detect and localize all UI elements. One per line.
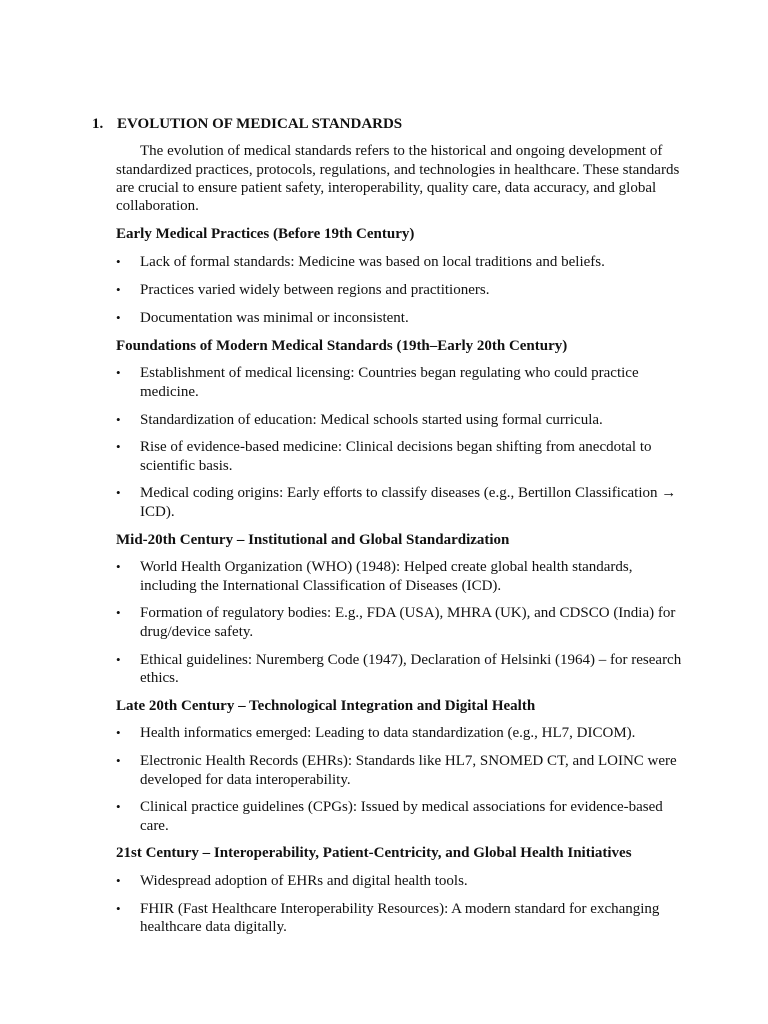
bullet-icon: •	[116, 485, 121, 501]
bullet-icon: •	[116, 559, 121, 575]
list-item	[92, 364, 682, 401]
section-early-practices	[92, 225, 682, 327]
list-item-text: Widespread adoption of EHRs and digital health tools.	[140, 873, 468, 890]
list-item-text: Standardization of education: Medical schools started using formal curricula.	[140, 411, 603, 428]
section-late-20th-century	[92, 697, 682, 835]
bullet-list	[92, 364, 682, 521]
list-item	[92, 438, 682, 475]
list-item-text: Rise of evidence-based medicine: Clinical decisions began shifting from anecdotal to scientific basis.	[140, 439, 652, 474]
bullet-icon: •	[116, 411, 121, 427]
list-item-text: Establishment of medical licensing: Countries began regulating who could practice medicine.	[140, 365, 639, 400]
heading-number: 1.	[92, 116, 104, 132]
bullet-icon: •	[116, 282, 121, 298]
bullet-icon: •	[116, 901, 121, 916]
list-item	[92, 798, 682, 835]
bullet-list	[92, 558, 682, 687]
section-foundations	[92, 337, 682, 521]
bullet-icon: •	[116, 309, 121, 325]
section-mid-20th-century	[92, 531, 682, 688]
list-item-text: World Health Organization (WHO) (1948): Helped create global health standards, including the International Classification of Diseases (ICD).	[140, 559, 633, 594]
heading-title: EVOLUTION OF MEDICAL STANDARDS	[117, 116, 403, 132]
bullet-icon: •	[116, 725, 121, 741]
list-item-text: Ethical guidelines: Nuremberg Code (1947), Declaration of Helsinki (1964) – for research ethics.	[140, 651, 682, 686]
list-item	[92, 752, 682, 789]
bullet-icon: •	[116, 365, 121, 381]
list-item	[92, 558, 682, 595]
list-item-text: Medical coding origins: Early efforts to classify diseases (e.g., Bertillon Classification → ICD).	[140, 485, 677, 520]
list-item-text: Clinical practice guidelines (CPGs): Issued by medical associations for evidence-based care.	[140, 799, 663, 834]
list-item-text: Documentation was minimal or inconsistent.	[140, 309, 409, 326]
list-item	[92, 253, 682, 271]
subsection-title: Foundations of Modern Medical Standards (19th–Early 20th Century)	[116, 337, 568, 354]
list-item	[92, 411, 682, 429]
list-item-text: Formation of regulatory bodies: E.g., FDA (USA), MHRA (UK), and CDSCO (India) for drug/device safety.	[140, 605, 676, 640]
bullet-icon: •	[116, 605, 121, 621]
list-item-text: FHIR (Fast Healthcare Interoperability Resources): A modern standard for exchanging healthcare data digitally.	[140, 901, 660, 936]
list-item-text: Health informatics emerged: Leading to data standardization (e.g., HL7, DICOM).	[140, 725, 636, 742]
document-body	[92, 115, 682, 946]
bullet-icon: •	[116, 753, 121, 769]
subsection-title: Mid-20th Century – Institutional and Global Standardization	[116, 531, 510, 548]
bullet-list	[92, 724, 682, 834]
subsection-title: 21st Century – Interoperability, Patient-Centricity, and Global Health Initiatives	[116, 845, 632, 862]
section-heading	[92, 115, 682, 133]
bullet-list	[92, 872, 682, 936]
list-item	[92, 281, 682, 299]
subsection-title: Late 20th Century – Technological Integration and Digital Health	[116, 697, 536, 714]
bullet-icon: •	[116, 439, 121, 455]
list-item	[92, 724, 682, 742]
list-item	[92, 872, 682, 890]
list-item	[92, 309, 682, 327]
list-item	[92, 900, 682, 937]
subsection-title: Early Medical Practices (Before 19th Century)	[116, 226, 415, 243]
list-item	[92, 604, 682, 641]
list-item	[92, 651, 682, 688]
intro-paragraph: The evolution of medical standards refers to the historical and ongoing development of standardized practices, protocols, regulations, and technologies in healthcare. These standards are crucial to ensure patient safety, interoperability, quality care, data accuracy, and global collaboration.	[116, 143, 680, 215]
bullet-list	[92, 253, 682, 327]
list-item-text: Lack of formal standards: Medicine was based on local traditions and beliefs.	[140, 254, 605, 271]
list-item	[92, 484, 682, 521]
bullet-icon: •	[116, 651, 121, 667]
list-item-text: Practices varied widely between regions and practitioners.	[140, 282, 490, 299]
section-21st-century	[92, 844, 682, 936]
bullet-icon: •	[116, 254, 121, 270]
list-item-text: Electronic Health Records (EHRs): Standards like HL7, SNOMED CT, and LOINC were developed for data interoperability.	[140, 753, 677, 788]
bullet-icon: •	[116, 873, 121, 889]
bullet-icon: •	[116, 799, 121, 815]
